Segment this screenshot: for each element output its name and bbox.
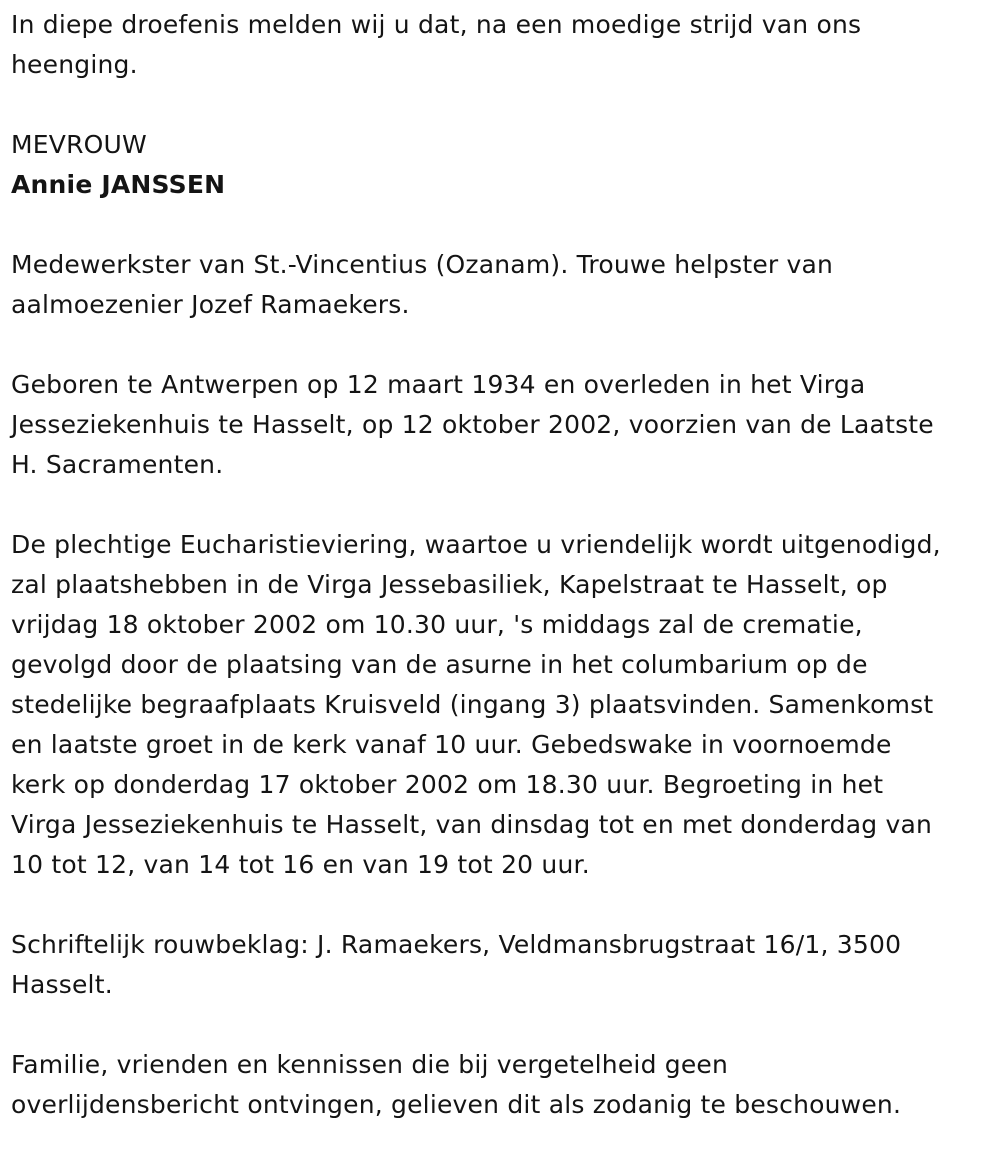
- text-line: vrijdag 18 oktober 2002 om 10.30 uur, 's middags zal de crematie,: [11, 610, 863, 639]
- text-line: Medewerkster van St.-Vincentius (Ozanam). Trouwe helpster van: [11, 250, 834, 279]
- text-line: zal plaatshebben in de Virga Jessebasiliek, Kapelstraat te Hasselt, op: [11, 570, 888, 599]
- text-line: heenging.: [11, 50, 138, 79]
- text-line: gevolgd door de plaatsing van de asurne in het columbarium op de: [11, 650, 868, 679]
- closing-paragraph: [11, 1045, 991, 1125]
- salutation: [11, 125, 991, 165]
- deceased-name: Annie JANSSEN: [11, 170, 226, 199]
- text-line: Virga Jesseziekenhuis te Hasselt, van dinsdag tot en met donderdag van: [11, 810, 933, 839]
- text-line: stedelijke begraafplaats Kruisveld (ingang 3) plaatsvinden. Samenkomst: [11, 690, 934, 719]
- salutation-text: MEVROUW: [11, 130, 147, 159]
- text-line: aalmoezenier Jozef Ramaekers.: [11, 290, 410, 319]
- text-line: Familie, vrienden en kennissen die bij vergetelheid geen: [11, 1050, 729, 1079]
- intro-paragraph: [11, 5, 991, 85]
- text-line: 10 tot 12, van 14 tot 16 en van 19 tot 20 uur.: [11, 850, 590, 879]
- ceremony-paragraph: [11, 525, 991, 885]
- obituary-notice: [11, 5, 991, 1125]
- text-line: In diepe droefenis melden wij u dat, na een moedige strijd van ons: [11, 10, 862, 39]
- text-line: Jesseziekenhuis te Hasselt, op 12 oktober 2002, voorzien van de Laatste: [11, 410, 934, 439]
- text-line: H. Sacramenten.: [11, 450, 224, 479]
- text-line: Schriftelijk rouwbeklag: J. Ramaekers, Veldmansbrugstraat 16/1, 3500: [11, 930, 902, 959]
- text-line: overlijdensbericht ontvingen, gelieven dit als zodanig te beschouwen.: [11, 1090, 902, 1119]
- text-line: Geboren te Antwerpen op 12 maart 1934 en overleden in het Virga: [11, 370, 866, 399]
- text-line: De plechtige Eucharistieviering, waartoe u vriendelijk wordt uitgenodigd,: [11, 530, 941, 559]
- text-line: Hasselt.: [11, 970, 113, 999]
- text-line: kerk op donderdag 17 oktober 2002 om 18.30 uur. Begroeting in het: [11, 770, 884, 799]
- condolences-paragraph: [11, 925, 991, 1005]
- text-line: en laatste groet in de kerk vanaf 10 uur. Gebedswake in voornoemde: [11, 730, 892, 759]
- role-paragraph: [11, 245, 991, 325]
- birth-death-paragraph: [11, 365, 991, 485]
